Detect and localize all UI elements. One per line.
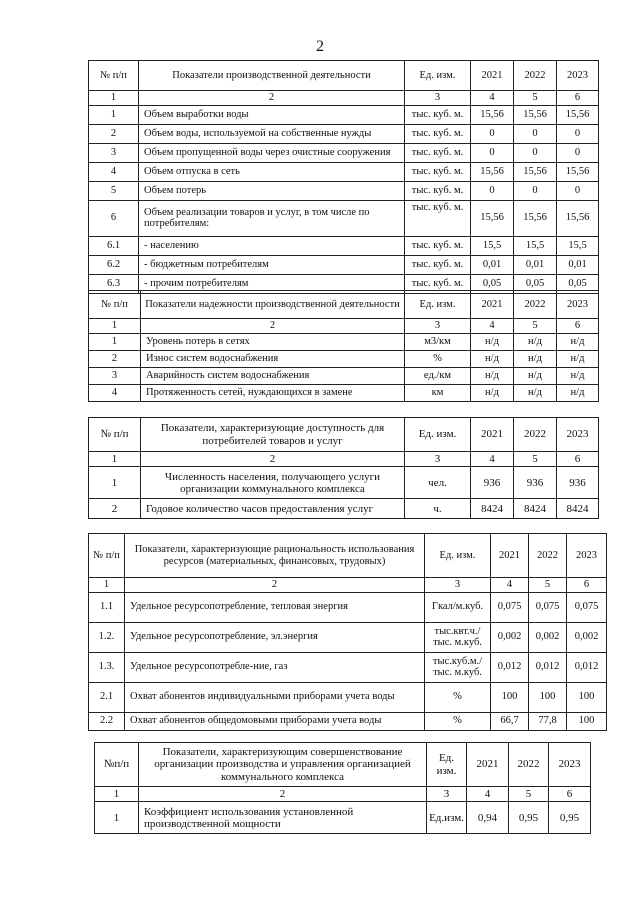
header-cell: Ед. изм. xyxy=(427,743,467,787)
index-cell: 1 xyxy=(89,91,139,106)
header-cell: Показатели производственной деятельности xyxy=(139,61,405,91)
indicator-name: Уровень потерь в сетях xyxy=(141,334,405,351)
row-number: 1.1 xyxy=(89,592,125,622)
index-cell: 6 xyxy=(567,578,607,593)
index-cell: 6 xyxy=(549,787,591,802)
index-cell: 3 xyxy=(425,578,491,593)
row-number: 6.2 xyxy=(89,255,139,274)
header-cell: Показатели, характеризующие рациональность использования ресурсов (материальных, финансовых, трудовых) xyxy=(125,534,425,578)
value-2023: 100 xyxy=(567,712,607,730)
unit-cell: % xyxy=(425,682,491,712)
value-2021: 15,56 xyxy=(471,200,514,236)
page-number: 2 xyxy=(316,38,324,55)
unit-cell: тыс.квт.ч./тыс. м.куб. xyxy=(425,622,491,652)
header-cell: 2022 xyxy=(509,743,549,787)
value-2021: 100 xyxy=(491,682,529,712)
value-2022: 77,8 xyxy=(529,712,567,730)
index-cell: 2 xyxy=(141,319,405,334)
table-row xyxy=(89,351,599,368)
header-cell: 2023 xyxy=(567,534,607,578)
row-number: 2.2 xyxy=(89,712,125,730)
header-cell: 2022 xyxy=(514,291,557,319)
table-row xyxy=(89,162,599,181)
value-2021: 0,05 xyxy=(471,274,514,293)
indicator-name: Объем пропущенной воды через очистные сооружения xyxy=(139,143,405,162)
value-2021: н/д xyxy=(471,334,514,351)
value-2022: н/д xyxy=(514,351,557,368)
index-cell: 5 xyxy=(514,452,557,467)
header-cell: № п/п xyxy=(89,418,141,452)
table-row xyxy=(89,467,599,499)
table-row xyxy=(89,255,599,274)
indicator-name: Протяженность сетей, нуждающихся в замене xyxy=(141,385,405,402)
unit-cell: тыс. куб. м. xyxy=(405,255,471,274)
value-2023: н/д xyxy=(557,334,599,351)
indicator-name: Численность населения, получающего услуги организации коммунального комплекса xyxy=(141,467,405,499)
column-index-row xyxy=(89,319,599,334)
row-number: 3 xyxy=(89,143,139,162)
index-cell: 6 xyxy=(557,91,599,106)
indicator-name: Удельное ресурсопотребле-ние, газ xyxy=(125,652,425,682)
table-header-row xyxy=(89,61,599,91)
value-2021: 15,56 xyxy=(471,105,514,124)
unit-cell: ед./км xyxy=(405,368,471,385)
header-cell: № п/п xyxy=(89,534,125,578)
column-index-row xyxy=(95,787,591,802)
index-cell: 1 xyxy=(89,319,141,334)
row-number: 2 xyxy=(89,499,141,519)
unit-cell: тыс. куб. м. xyxy=(405,236,471,255)
header-cell: Ед. изм. xyxy=(405,418,471,452)
unit-cell: тыс.куб.м./тыс. м.куб. xyxy=(425,652,491,682)
value-2022: 0,002 xyxy=(529,622,567,652)
index-cell: 2 xyxy=(141,452,405,467)
indicator-name: Коэффициент использования установленной производственной мощности xyxy=(139,802,427,834)
unit-cell: % xyxy=(405,351,471,368)
table-row xyxy=(89,334,599,351)
value-2022: н/д xyxy=(514,385,557,402)
indicator-name: - бюджетным потребителям xyxy=(139,255,405,274)
table-row xyxy=(89,200,599,236)
value-2021: 936 xyxy=(471,467,514,499)
production-indicators-table xyxy=(88,60,599,294)
row-number: 4 xyxy=(89,385,141,402)
unit-cell: тыс. куб. м. xyxy=(405,162,471,181)
header-cell: 2023 xyxy=(549,743,591,787)
unit-cell: чел. xyxy=(405,467,471,499)
value-2023: 15,56 xyxy=(557,162,599,181)
value-2021: н/д xyxy=(471,385,514,402)
unit-cell: % xyxy=(425,712,491,730)
header-cell: 2022 xyxy=(514,61,557,91)
header-cell: № п/п xyxy=(89,291,141,319)
value-2022: 0,012 xyxy=(529,652,567,682)
index-cell: 6 xyxy=(557,319,599,334)
table-row xyxy=(89,712,607,730)
accessibility-indicators-table xyxy=(88,417,599,519)
indicator-name: Объем реализации товаров и услуг, в том числе по потребителям: xyxy=(139,200,405,236)
unit-cell: тыс. куб. м. xyxy=(405,200,471,236)
value-2022: н/д xyxy=(514,334,557,351)
row-number: 1 xyxy=(89,105,139,124)
value-2021: 0,94 xyxy=(467,802,509,834)
indicator-name: Объем отпуска в сеть xyxy=(139,162,405,181)
row-number: 1 xyxy=(89,334,141,351)
indicator-name: Охват абонентов индивидуальными приборами учета воды xyxy=(125,682,425,712)
index-cell: 5 xyxy=(514,91,557,106)
index-cell: 2 xyxy=(139,91,405,106)
header-cell: Ед. изм. xyxy=(405,61,471,91)
row-number: 1.2. xyxy=(89,622,125,652)
index-cell: 4 xyxy=(467,787,509,802)
index-cell: 1 xyxy=(89,452,141,467)
value-2023: 8424 xyxy=(557,499,599,519)
value-2023: 0 xyxy=(557,181,599,200)
table-row xyxy=(89,105,599,124)
table-row xyxy=(89,622,607,652)
index-cell: 3 xyxy=(405,452,471,467)
value-2023: 15,5 xyxy=(557,236,599,255)
value-2023: 0 xyxy=(557,143,599,162)
header-cell: Показатели, характеризующие доступность для потребителей товаров и услуг xyxy=(141,418,405,452)
value-2022: 100 xyxy=(529,682,567,712)
value-2022: 0,05 xyxy=(514,274,557,293)
value-2021: н/д xyxy=(471,368,514,385)
unit-cell: км xyxy=(405,385,471,402)
row-number: 5 xyxy=(89,181,139,200)
table-header-row xyxy=(89,418,599,452)
column-index-row xyxy=(89,452,599,467)
value-2023: 100 xyxy=(567,682,607,712)
value-2022: 15,56 xyxy=(514,200,557,236)
value-2022: 0,075 xyxy=(529,592,567,622)
table-row xyxy=(89,652,607,682)
value-2023: 0,012 xyxy=(567,652,607,682)
row-number: 1.3. xyxy=(89,652,125,682)
index-cell: 4 xyxy=(491,578,529,593)
value-2023: 0 xyxy=(557,124,599,143)
value-2021: 0,01 xyxy=(471,255,514,274)
header-cell: 2021 xyxy=(471,61,514,91)
index-cell: 5 xyxy=(529,578,567,593)
value-2022: 15,56 xyxy=(514,105,557,124)
indicator-name: - населению xyxy=(139,236,405,255)
value-2022: 0,01 xyxy=(514,255,557,274)
value-2021: 0,002 xyxy=(491,622,529,652)
indicator-name: Объем воды, используемой на собственные нужды xyxy=(139,124,405,143)
row-number: 3 xyxy=(89,368,141,385)
indicator-name: Охват абонентов общедомовыми приборами учета воды xyxy=(125,712,425,730)
table-row xyxy=(89,682,607,712)
column-index-row xyxy=(89,91,599,106)
header-cell: 2022 xyxy=(514,418,557,452)
value-2023: н/д xyxy=(557,385,599,402)
indicator-name: Удельное ресурсопотребление, тепловая энергия xyxy=(125,592,425,622)
management-improvement-table xyxy=(94,742,591,834)
value-2023: н/д xyxy=(557,351,599,368)
value-2022: 936 xyxy=(514,467,557,499)
value-2022: 0,95 xyxy=(509,802,549,834)
indicator-name: - прочим потребителям xyxy=(139,274,405,293)
value-2022: 0 xyxy=(514,181,557,200)
indicator-name: Годовое количество часов предоставления услуг xyxy=(141,499,405,519)
header-cell: 2021 xyxy=(491,534,529,578)
table-header-row xyxy=(89,291,599,319)
index-cell: 4 xyxy=(471,452,514,467)
value-2023: 0,05 xyxy=(557,274,599,293)
unit-cell: м3/км xyxy=(405,334,471,351)
header-cell: 2022 xyxy=(529,534,567,578)
header-cell: Показатели надежности производственной деятельности xyxy=(141,291,405,319)
table-row xyxy=(89,592,607,622)
table-row xyxy=(89,236,599,255)
header-cell: Ед. изм. xyxy=(405,291,471,319)
indicator-name: Объем потерь xyxy=(139,181,405,200)
index-cell: 4 xyxy=(471,91,514,106)
index-cell: 3 xyxy=(427,787,467,802)
value-2021: 0 xyxy=(471,143,514,162)
indicator-name: Аварийность систем водоснабжения xyxy=(141,368,405,385)
value-2022: 15,56 xyxy=(514,162,557,181)
index-cell: 5 xyxy=(509,787,549,802)
value-2023: 15,56 xyxy=(557,200,599,236)
header-cell: 2021 xyxy=(467,743,509,787)
indicator-name: Износ систем водоснабжения xyxy=(141,351,405,368)
header-cell: 2021 xyxy=(471,291,514,319)
index-cell: 5 xyxy=(514,319,557,334)
header-cell: 2021 xyxy=(471,418,514,452)
row-number: 2.1 xyxy=(89,682,125,712)
value-2021: 8424 xyxy=(471,499,514,519)
table-row xyxy=(89,143,599,162)
value-2021: 0,012 xyxy=(491,652,529,682)
row-number: 1 xyxy=(95,802,139,834)
value-2022: 0 xyxy=(514,124,557,143)
table-header-row xyxy=(95,743,591,787)
unit-cell: тыс. куб. м. xyxy=(405,105,471,124)
table-row xyxy=(89,368,599,385)
row-number: 4 xyxy=(89,162,139,181)
index-cell: 2 xyxy=(125,578,425,593)
row-number: 2 xyxy=(89,124,139,143)
unit-cell: ч. xyxy=(405,499,471,519)
table-row xyxy=(89,499,599,519)
indicator-name: Объем выработки воды xyxy=(139,105,405,124)
unit-cell: Гкал/м.куб. xyxy=(425,592,491,622)
table-row xyxy=(95,802,591,834)
value-2022: н/д xyxy=(514,368,557,385)
value-2021: н/д xyxy=(471,351,514,368)
header-cell: 2023 xyxy=(557,61,599,91)
unit-cell: Ед.изм. xyxy=(427,802,467,834)
row-number: 6.3 xyxy=(89,274,139,293)
unit-cell: тыс. куб. м. xyxy=(405,143,471,162)
reliability-indicators-table xyxy=(88,290,599,402)
index-cell: 2 xyxy=(139,787,427,802)
value-2023: н/д xyxy=(557,368,599,385)
value-2023: 15,56 xyxy=(557,105,599,124)
row-number: 1 xyxy=(89,467,141,499)
index-cell: 3 xyxy=(405,319,471,334)
value-2021: 15,56 xyxy=(471,162,514,181)
unit-cell: тыс. куб. м. xyxy=(405,181,471,200)
table-row xyxy=(89,181,599,200)
header-cell: Показатели, характеризующим совершенствование организации производства и управления организацией коммунального комплекса xyxy=(139,743,427,787)
value-2023: 936 xyxy=(557,467,599,499)
value-2023: 0,01 xyxy=(557,255,599,274)
value-2022: 0 xyxy=(514,143,557,162)
header-cell: №п/п xyxy=(95,743,139,787)
row-number: 2 xyxy=(89,351,141,368)
index-cell: 1 xyxy=(89,578,125,593)
unit-cell: тыс. куб. м. xyxy=(405,274,471,293)
index-cell: 6 xyxy=(557,452,599,467)
value-2023: 0,002 xyxy=(567,622,607,652)
value-2023: 0,95 xyxy=(549,802,591,834)
value-2022: 15,5 xyxy=(514,236,557,255)
table-header-row xyxy=(89,534,607,578)
value-2022: 8424 xyxy=(514,499,557,519)
value-2021: 0 xyxy=(471,124,514,143)
row-number: 6 xyxy=(89,200,139,236)
value-2021: 0,075 xyxy=(491,592,529,622)
resource-efficiency-table xyxy=(88,533,607,731)
table-row xyxy=(89,385,599,402)
header-cell: Ед. изм. xyxy=(425,534,491,578)
header-cell: № п/п xyxy=(89,61,139,91)
index-cell: 4 xyxy=(471,319,514,334)
value-2021: 15,5 xyxy=(471,236,514,255)
index-cell: 1 xyxy=(95,787,139,802)
column-index-row xyxy=(89,578,607,593)
indicator-name: Удельное ресурсопотребление, эл.энергия xyxy=(125,622,425,652)
table-row xyxy=(89,124,599,143)
row-number: 6.1 xyxy=(89,236,139,255)
header-cell: 2023 xyxy=(557,418,599,452)
value-2021: 0 xyxy=(471,181,514,200)
value-2023: 0,075 xyxy=(567,592,607,622)
header-cell: 2023 xyxy=(557,291,599,319)
index-cell: 3 xyxy=(405,91,471,106)
value-2021: 66,7 xyxy=(491,712,529,730)
unit-cell: тыс. куб. м. xyxy=(405,124,471,143)
